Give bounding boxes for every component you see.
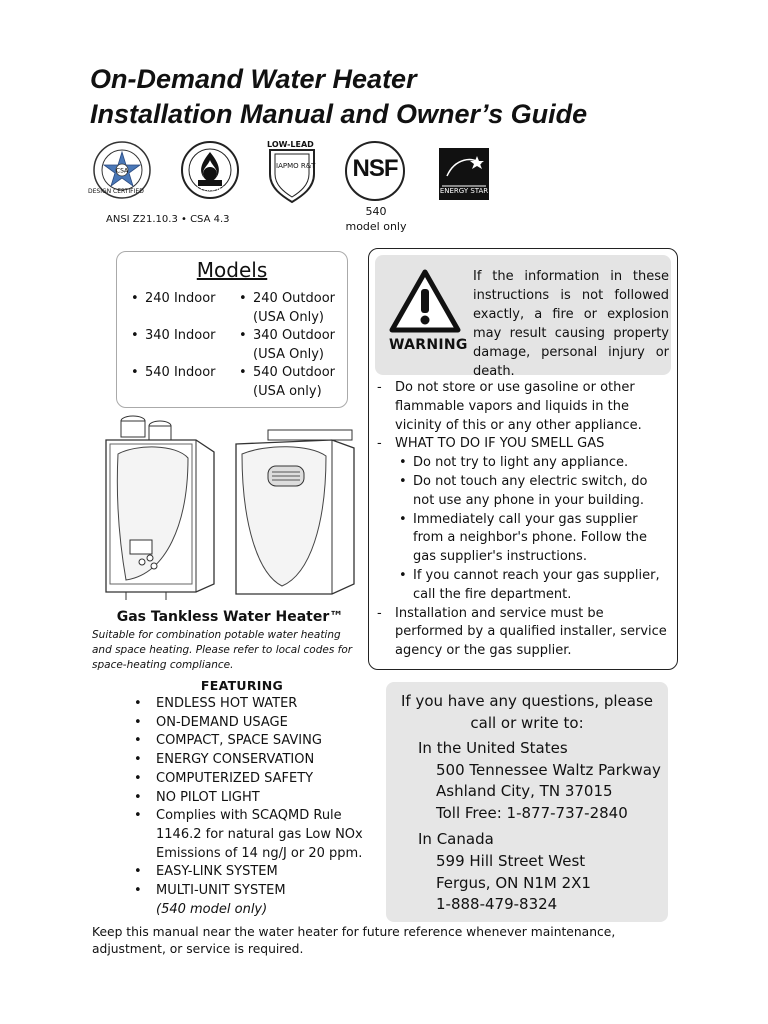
feature-item: • COMPUTERIZED SAFETY <box>134 770 374 789</box>
title-line-1: On-Demand Water Heater <box>90 64 417 94</box>
warning-header <box>375 255 671 379</box>
warning-label: WARNING <box>389 337 468 353</box>
energy-star-label: ENERGY STAR <box>439 187 489 195</box>
feature-item: • ON-DEMAND USAGE <box>134 714 374 733</box>
canada-address-1: 599 Hill Street West <box>436 852 586 870</box>
us-address-1: 500 Tennessee Waltz Parkway <box>436 761 661 779</box>
model-item: • 340 Outdoor (USA Only) <box>237 327 335 364</box>
warning-triangle-icon <box>389 269 461 333</box>
multi-unit-note: (540 model only) <box>156 901 268 917</box>
document-title <box>90 62 587 132</box>
nsf-note <box>336 204 416 234</box>
csa-certified-text: CERTIFIED <box>196 186 227 193</box>
svg-text:CSA: CSA <box>115 167 129 175</box>
iapmo-mark: IAPMO R&T <box>276 162 316 170</box>
models-box <box>116 251 348 408</box>
contact-heading-line-1: If you have any questions, please <box>400 692 654 710</box>
us-label: In the United States <box>418 739 568 757</box>
warning-list <box>375 379 671 661</box>
feature-item: • MULTI-UNIT SYSTEM <box>134 882 374 901</box>
model-item: • 540 Outdoor (USA only) <box>237 364 335 401</box>
indoor-models-list <box>129 290 216 383</box>
feature-item: • COMPACT, SPACE SAVING <box>134 732 374 751</box>
model-item: • 240 Indoor <box>129 290 216 327</box>
warning-sub-item: • Do not touch any electric switch, do not use any phone in your building. <box>375 473 671 511</box>
product-caption-title: Gas Tankless Water Heater™ <box>116 609 344 625</box>
warning-item: - WHAT TO DO IF YOU SMELL GAS <box>375 435 671 454</box>
warning-sub-item: • If you cannot reach your gas supplier, call the fire department. <box>375 567 671 605</box>
model-item: • 240 Outdoor (USA Only) <box>237 290 335 327</box>
warning-sub-item: • Immediately call your gas supplier from a neighbor's phone. Follow the gas supplier's instructions. <box>375 511 671 567</box>
us-phone: Toll Free: 1-877-737-2840 <box>436 804 628 822</box>
featuring-heading: FEATURING <box>200 678 284 693</box>
nsf-note-line-1: 540 <box>365 205 387 218</box>
contact-heading-line-2: call or write to: <box>470 714 584 732</box>
canada-phone: 1-888-479-8324 <box>436 895 558 913</box>
feature-item: • ENERGY CONSERVATION <box>134 751 374 770</box>
design-certified-text: DESIGN CERTIFIED <box>88 188 144 195</box>
outdoor-models-list <box>237 290 335 401</box>
feature-item: • NO PILOT LIGHT <box>134 789 374 808</box>
contact-heading <box>386 690 668 734</box>
water-heater-illustration <box>96 414 364 606</box>
standards-text: ANSI Z21.10.3 • CSA 4.3 <box>106 214 230 225</box>
warning-item: - Installation and service must be performed by a qualified installer, service agency or the gas supplier. <box>375 605 671 661</box>
featuring-list <box>134 695 374 919</box>
canada-address-2: Fergus, ON N1M 2X1 <box>436 874 591 892</box>
feature-item: • Complies with SCAQMD Rule 1146.2 for natural gas Low NOx Emissions of 14 ng/J or 20 ppm. <box>134 807 374 863</box>
warning-text: If the information in these instructions is not followed exactly, a fire or explosion may result causing property damage, personal injury or death. <box>473 269 669 379</box>
contact-box <box>386 682 668 922</box>
feature-item: • EASY-LINK SYSTEM <box>134 863 374 882</box>
model-item: • 540 Indoor <box>129 364 216 383</box>
nsf-label: NSF <box>352 155 398 182</box>
model-item: • 340 Indoor <box>129 327 216 364</box>
footer-note: Keep this manual near the water heater for future reference whenever maintenance, adjustment, or service is required. <box>92 925 616 956</box>
product-caption: Suitable for combination potable water heating and space heating. Please refer to local codes for space-heating compliance. <box>92 629 353 671</box>
models-title: Models <box>196 258 268 282</box>
warning-item: - Do not store or use gasoline or other flammable vapors and liquids in the vicinity of this or any other appliance. <box>375 379 671 435</box>
nsf-note-line-2: model only <box>345 220 407 233</box>
feature-item: • ENDLESS HOT WATER <box>134 695 374 714</box>
canada-label: In Canada <box>418 830 494 848</box>
us-address-2: Ashland City, TN 37015 <box>436 782 613 800</box>
warning-box <box>368 248 678 670</box>
title-line-2: Installation Manual and Owner’s Guide <box>90 99 588 129</box>
warning-sub-item: • Do not try to light any appliance. <box>375 454 671 473</box>
low-lead-label: LOW-LEAD <box>267 140 314 149</box>
